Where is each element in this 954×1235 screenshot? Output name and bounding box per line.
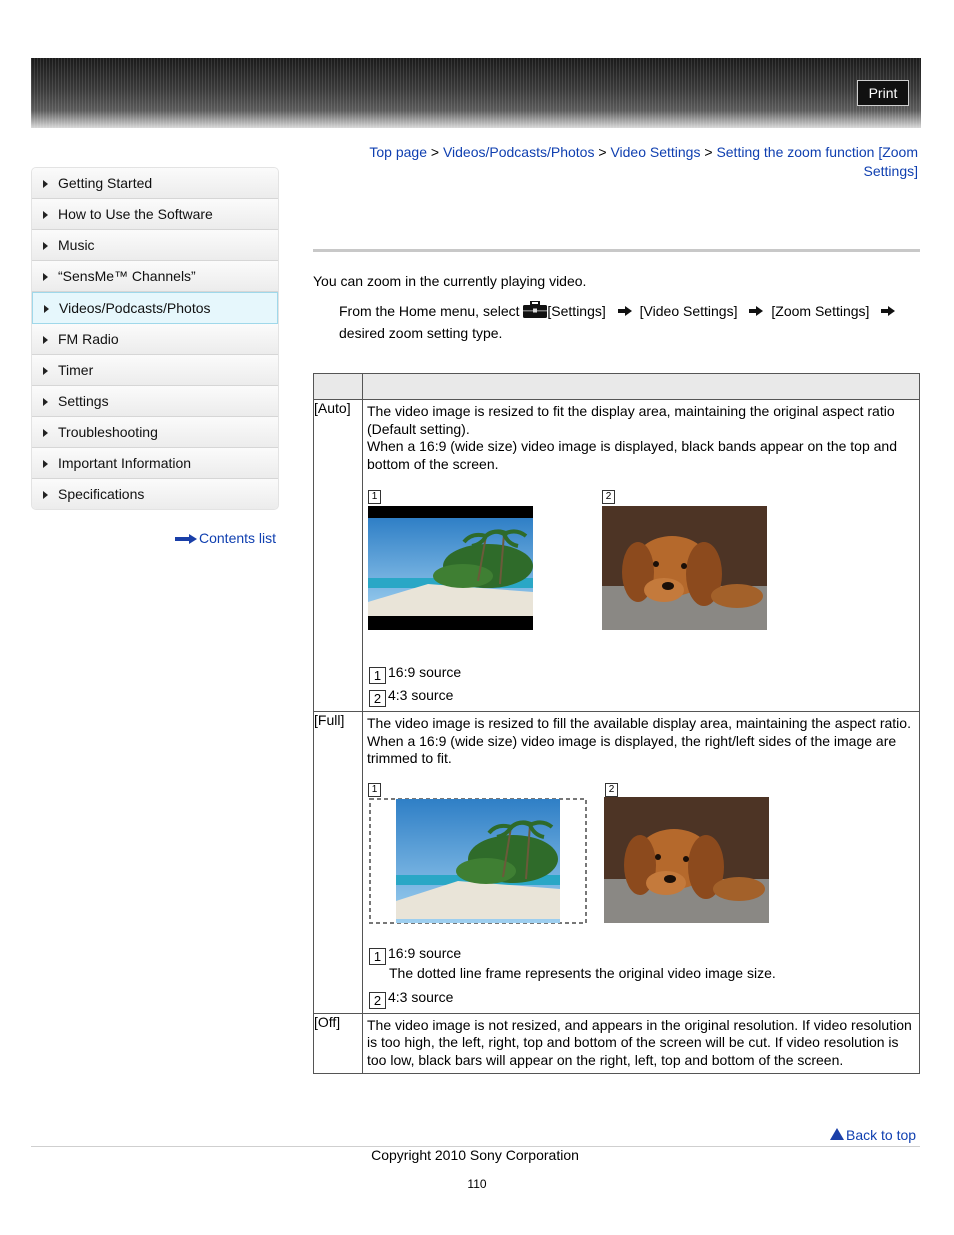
number-2-badge: 2 [369, 992, 386, 1009]
arrow-right-icon [881, 306, 895, 316]
mode-description-cell [363, 712, 920, 1014]
sidebar-item-label: Important Information [58, 455, 192, 471]
table-row [314, 400, 920, 712]
breadcrumb-videos-podcasts-photos[interactable]: Videos/Podcasts/Photos [442, 144, 595, 160]
step-video-settings: [Video Settings] [639, 303, 738, 319]
sidebar-item-label: Videos/Podcasts/Photos [59, 300, 211, 316]
sidebar-item-label: “SensMe™ Channels” [58, 268, 196, 284]
number-1-badge: 1 [369, 948, 386, 965]
print-button[interactable]: Print [857, 80, 909, 106]
table-header-row [314, 374, 920, 400]
copyright: Copyright 2010 Sony Corporation [371, 1147, 579, 1163]
sidebar-item-label: Getting Started [58, 175, 153, 191]
legend-16-9-source: 16:9 source [388, 664, 462, 680]
sidebar-item-label: Troubleshooting [58, 424, 158, 440]
steps-prefix: From the Home menu, select [339, 303, 520, 319]
sidebar-item-important-information[interactable] [32, 448, 278, 479]
sidebar-item-specifications[interactable] [32, 479, 278, 509]
breadcrumb-separator: > [598, 144, 607, 160]
header-banner [31, 58, 921, 128]
legend-note: The dotted line frame represents the original video image size. [389, 964, 776, 981]
triangle-right-icon [43, 491, 48, 499]
table-row [314, 712, 920, 1014]
triangle-up-icon [830, 1128, 844, 1140]
sidebar-item-label: Specifications [58, 486, 145, 502]
description-text: When a 16:9 (wide size) video image is displayed, the right/left sides of the image are trimmed to fit. [367, 732, 897, 766]
legend-16-9-source: 16:9 source [388, 944, 462, 961]
triangle-right-icon [43, 460, 48, 468]
triangle-right-icon [43, 367, 48, 375]
sidebar-item-music[interactable] [32, 230, 278, 261]
mode-label-auto: [Auto] [314, 400, 363, 712]
back-to-top-label: Back to top [846, 1127, 917, 1143]
number-1-badge: 1 [369, 667, 386, 684]
sidebar-item-sensme-channels[interactable] [32, 261, 278, 292]
intro-text: You can zoom in the currently playing video. [313, 273, 587, 289]
sidebar-item-label: Music [58, 237, 95, 253]
triangle-right-icon [43, 211, 48, 219]
sidebar-nav [31, 167, 279, 510]
breadcrumb-top-page[interactable]: Top page [369, 144, 427, 160]
triangle-right-icon [43, 273, 48, 281]
table-row [314, 1013, 920, 1074]
triangle-right-icon [43, 398, 48, 406]
step-final: desired zoom setting type. [339, 325, 503, 341]
table-header-cell [363, 374, 920, 400]
sidebar-item-label: Timer [58, 362, 94, 378]
description-text: The video image is resized to fill the available display area, maintaining the aspect ratio. [367, 715, 911, 731]
sidebar-item-videos-podcasts-photos[interactable] [32, 292, 278, 324]
breadcrumb-video-settings[interactable]: Video Settings [610, 144, 701, 160]
beach-illustration [368, 506, 533, 630]
beach-cropped-illustration [368, 797, 588, 925]
sidebar-item-label: Settings [58, 393, 109, 409]
contents-list-link[interactable] [175, 530, 276, 546]
back-to-top-link[interactable] [830, 1127, 916, 1143]
sidebar-item-timer[interactable] [32, 355, 278, 386]
triangle-right-icon [43, 180, 48, 188]
number-1-badge: 1 [368, 490, 381, 504]
step-zoom-settings: [Zoom Settings] [771, 303, 870, 319]
mode-description-cell [363, 400, 920, 712]
description-text: The video image is not resized, and appears in the original resolution. If video resolution is too high, the left, right, top and bottom of the screen will be cut. If video resolution is too low, black bars will appear on the right, left, top and bottom of the screen. [367, 1016, 912, 1068]
breadcrumb-separator: > [430, 144, 440, 160]
mode-description-cell [363, 1013, 920, 1074]
triangle-right-icon [43, 242, 48, 250]
triangle-right-icon [44, 305, 49, 313]
legend-4-3-source: 4:3 source [388, 988, 454, 1005]
sidebar-item-getting-started[interactable] [32, 168, 278, 199]
zoom-settings-table [313, 373, 920, 1074]
toolbox-settings-icon [523, 301, 547, 318]
table-header-cell [314, 374, 363, 400]
figure-row [363, 483, 919, 661]
mode-label-full: [Full] [314, 712, 363, 1014]
figure-row [363, 777, 919, 942]
number-2-badge: 2 [369, 690, 386, 707]
sidebar-item-fm-radio[interactable] [32, 324, 278, 355]
arrow-right-icon [618, 306, 632, 316]
mode-label-off: [Off] [314, 1013, 363, 1074]
page-number: 110 [467, 1177, 487, 1191]
sidebar-item-label: How to Use the Software [58, 206, 213, 222]
step-settings: [Settings] [547, 303, 606, 319]
title-divider [313, 249, 920, 252]
sidebar-item-label: FM Radio [58, 331, 119, 347]
triangle-right-icon [43, 429, 48, 437]
puppy-illustration [602, 506, 767, 630]
contents-list-label: Contents list [199, 530, 277, 546]
triangle-right-icon [43, 336, 48, 344]
arrow-right-icon [175, 534, 197, 544]
puppy-illustration [604, 797, 769, 923]
description-text: The video image is resized to fit the display area, maintaining the original aspect ratio (Default setting). [367, 403, 895, 437]
sidebar-item-troubleshooting[interactable] [32, 417, 278, 448]
legend [363, 942, 919, 1013]
breadcrumb-current-page[interactable]: Setting the zoom function [Zoom Settings] [716, 144, 918, 179]
sidebar-item-settings[interactable] [32, 386, 278, 417]
breadcrumb [340, 143, 918, 181]
description-text: When a 16:9 (wide size) video image is displayed, black bands appear on the top and bottom of the screen. [367, 438, 897, 472]
number-2-badge: 2 [602, 490, 615, 504]
number-2-badge: 2 [605, 783, 618, 797]
breadcrumb-separator: > [704, 144, 713, 160]
number-1-badge: 1 [368, 783, 381, 797]
legend [363, 661, 919, 711]
legend-4-3-source: 4:3 source [388, 687, 454, 703]
sidebar-item-how-to-use-software[interactable] [32, 199, 278, 230]
arrow-right-icon [749, 306, 763, 316]
operation-steps [339, 300, 909, 344]
